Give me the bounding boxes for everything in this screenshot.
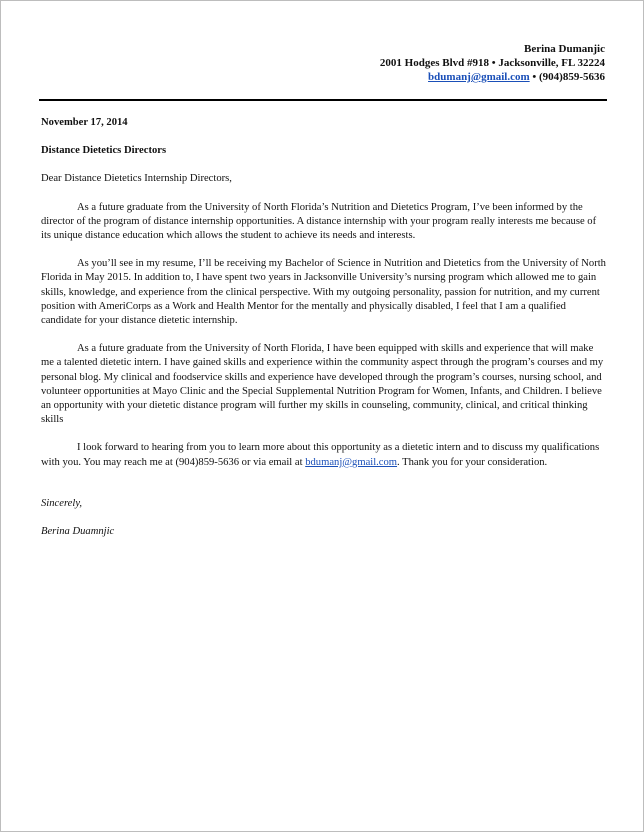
letter-signature: Berina Duamnjic — [41, 526, 115, 538]
paragraph-1: As a future graduate from the University of North Florida’s Nutrition and Dietetics Program, I’ve been informed by the director of the program of distance internship opportunities. A distance internship with your program really interests me because of its unique distance education which allows the student to achieve its needs and interests. — [41, 201, 597, 242]
body-email-link[interactable]: bdumanj@gmail.com — [305, 456, 398, 468]
sender-phone: • (904)859-5636 — [532, 71, 605, 83]
sender-address: 2001 Hodges Blvd #918 • Jacksonville, FL 32224 — [379, 57, 605, 69]
letterhead — [380, 42, 605, 84]
paragraph-4-text-start: I look forward to hearing from you to learn more about this opportunity as a dietetic intern and to discuss my qualifications with you. You may reach me at (904)859-5636 or via email at — [41, 442, 600, 468]
sender-email-link[interactable]: bdumanj@gmail.com — [428, 71, 530, 83]
paragraph-4 — [41, 441, 606, 469]
letter-closing: Sincerely, — [41, 497, 83, 509]
paragraph-2: As you’ll see in my resume, I’ll be receiving my Bachelor of Science in Nutrition and Dietetics from the University of North Florida in May 2015. In addition to, I have spent two years in Jacksonville University’s nursing program which allowed me to gain skills, knowledge, and experience from the clinical perspective. With my outgoing personality, passion for nutrition, and my current position with AmeriCorps as a Work and Health Mentor for the mentally and physically disabled, I feel that I am a qualified candidate for your distance dietetic internship. — [41, 258, 606, 327]
letter-body — [41, 116, 606, 539]
sender-name: Berina Dumanjic — [524, 43, 605, 55]
sender-contact — [380, 70, 605, 84]
paragraph-4-text-end: . Thank you for your consideration. — [397, 456, 548, 468]
letter-salutation: Dear Distance Dietetics Internship Directors, — [41, 173, 232, 185]
letter-recipient: Distance Dietetics Directors — [41, 145, 167, 157]
letter-date: November 17, 2014 — [41, 117, 128, 128]
paragraph-3: As a future graduate from the University of North Florida, I have been equipped with skills and experience that will make me a talented dietetic intern. I have gained skills and experience within the community aspect through the program’s courses and my personal blog. My clinical and foodservice skills and experience have developed through the program’s courses, nursing school, and volunteer opportunities at Mayo Clinic and the Special Supplemental Nutrition Program for Women, Infants, and Children. I believe an opportunity with your dietetic distance program will further my skills in counseling, community, clinical, and critical thinking skills — [41, 343, 604, 426]
header-divider — [39, 99, 607, 101]
